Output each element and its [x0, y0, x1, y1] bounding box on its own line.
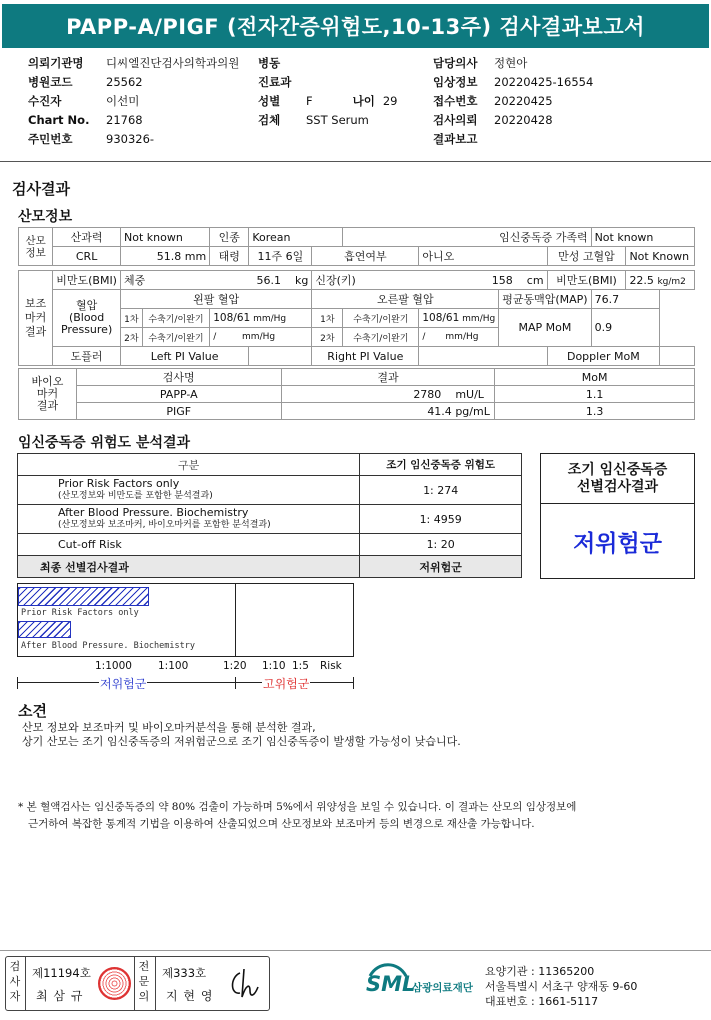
bio-mom: 1.1 — [495, 386, 695, 403]
hospital-code-label: 병원코드 — [28, 75, 73, 89]
map-value: 76.7 — [591, 290, 660, 309]
bio-value: 41.4 — [427, 404, 452, 418]
graph-cutoff-line — [235, 583, 236, 657]
footer-divider — [0, 950, 711, 951]
table-row — [18, 505, 522, 534]
table-row — [19, 386, 695, 403]
smoking-label: 흡연여부 — [312, 247, 419, 266]
risk-col-risk: 조기 임신중독증 위험도 — [360, 454, 522, 476]
weight-label: 체중 — [120, 271, 209, 290]
left-bp-1: 108/61 — [213, 312, 251, 324]
approver-no: 제333호 — [162, 966, 207, 980]
height-label: 신장(키) — [312, 271, 362, 290]
header-info — [28, 54, 708, 154]
bio-col-mom: MoM — [495, 369, 695, 386]
divider — [0, 161, 711, 162]
report-date-label: 결과보고 — [433, 132, 478, 146]
report-title: PAPP-A/PIGF (전자간증위험도,10-13주) 검사결과보고서 — [2, 4, 709, 48]
request-date-value: 20220425 — [494, 94, 553, 108]
examiner-name: 최 삼 규 — [36, 989, 84, 1003]
low-risk-label: 저위험군 — [100, 677, 147, 691]
ga-value: 11주 6일 — [249, 247, 312, 266]
after-bp-bar — [18, 621, 71, 638]
right-pi-value — [419, 347, 547, 366]
doctor-label: 담당의사 — [433, 56, 478, 70]
tick-label: Risk — [320, 660, 342, 672]
examiner-no: 제11194호 — [32, 966, 91, 980]
left-pi-label: Left PI Value — [120, 347, 248, 366]
left-pi-value — [249, 347, 312, 366]
marker-group-label: 보조 마커 결과 — [19, 271, 53, 366]
bio-group-label: 바이오 마커 결과 — [19, 369, 77, 420]
maternal-title: 산모정보 — [18, 209, 73, 225]
right-bp-2: / — [422, 332, 426, 342]
age-label: 나이 — [352, 94, 375, 108]
institution-value: 디씨엘진단검사의학과의원 — [106, 56, 240, 70]
id-value: 930326- — [106, 132, 155, 146]
left-bp-label: 왼팔 혈압 — [120, 290, 311, 309]
chart-label: Chart No. — [28, 113, 90, 127]
accession-value: 20220425-16554 — [494, 75, 594, 89]
ward-label: 병동 — [258, 56, 281, 70]
result-box — [540, 453, 695, 579]
specimen-value: SST Serum — [306, 113, 369, 127]
disclaimer-2: 근거하여 복잡한 통계적 기법을 이용하여 산출되었으며 산모정보와 보조마커 등의 변경으로 재산출 가능합니다. — [28, 818, 535, 830]
bio-col-result: 결과 — [281, 369, 495, 386]
risk-row-value: 1: 4959 — [360, 505, 522, 534]
tick-label: 1:100 — [158, 660, 189, 672]
maternal-group-label: 산모 정보 — [19, 228, 53, 266]
bmi-label-2: 비만도(BMI) — [547, 271, 626, 290]
risk-col-category: 구분 — [18, 454, 360, 476]
high-risk-range — [236, 675, 354, 690]
map-mom-label: MAP MoM — [499, 309, 591, 347]
doctor-value: 정현아 — [494, 56, 528, 70]
weight-unit: kg — [294, 273, 309, 287]
risk-table — [17, 453, 522, 578]
hospital-code-value: 25562 — [106, 75, 143, 89]
family-label: 임신중독증 가족력 — [343, 228, 591, 247]
tick-label: 1:5 — [292, 660, 309, 672]
history-value: Not known — [120, 228, 209, 247]
clinical-label: 임상정보 — [433, 75, 478, 89]
right-first-label: 1차 — [312, 309, 343, 328]
bio-value: 2780 — [413, 387, 442, 401]
examiner-seal — [98, 967, 131, 1000]
left-unit-1: mm/Hg — [253, 314, 287, 324]
crl-value: 51.8 — [156, 249, 182, 263]
receiver-value: 이선미 — [106, 94, 140, 108]
ga-label: 태령 — [210, 247, 249, 266]
section-results-title: 검사결과 — [12, 180, 70, 198]
bmi-label: 비만도(BMI) — [53, 271, 121, 290]
table-row — [19, 403, 695, 420]
accession-label: 접수번호 — [433, 94, 478, 108]
prior-risk-bar — [18, 587, 149, 606]
tick-label: 1:10 — [262, 660, 286, 672]
org-address: 서울특별시 서초구 양재동 9-60 — [485, 980, 638, 993]
doppler-mom-label: Doppler MoM — [547, 347, 660, 366]
maternal-table — [18, 227, 695, 366]
high-risk-label: 고위험군 — [263, 677, 310, 691]
crl-unit: mm — [184, 249, 207, 263]
bmi-value: 22.5 — [629, 273, 654, 287]
prior-risk-bar-label: Prior Risk Factors only — [21, 608, 139, 618]
bio-name: PIGF — [76, 403, 281, 420]
bio-col-name: 검사명 — [76, 369, 281, 386]
sex-value: F — [306, 94, 313, 108]
approver-label: 전 문 의 — [138, 960, 150, 1003]
specimen-label: 검체 — [258, 113, 281, 127]
doppler-mom-value — [660, 347, 695, 366]
map-label: 평균동맥압(MAP) — [499, 290, 591, 309]
request-date-label: 검사의뢰 — [433, 113, 478, 127]
right-sd-label-2: 수축기/이완기 — [343, 328, 419, 347]
risk-row-value: 1: 20 — [360, 534, 522, 556]
map-mom-value: 0.9 — [591, 309, 660, 347]
risk-row-label: After Blood Pressure. Biochemistry — [58, 506, 249, 519]
right-unit-2: mm/Hg — [445, 332, 479, 342]
right-unit-1: mm/Hg — [462, 314, 496, 324]
signature-box — [5, 956, 270, 1011]
final-label: 최종 선별검사결과 — [18, 556, 360, 578]
org-code: 요양기관 : 11365200 — [485, 965, 595, 978]
bio-unit: mU/L — [455, 387, 484, 401]
logo-text: SML — [366, 972, 416, 996]
htn-label: 만성 고혈압 — [547, 247, 626, 266]
right-second-label: 2차 — [312, 328, 343, 347]
table-row — [18, 534, 522, 556]
left-second-label: 2차 — [120, 328, 142, 347]
tick-label: 1:1000 — [95, 660, 132, 672]
risk-row-label: Prior Risk Factors only — [58, 477, 180, 490]
height-value: 158 — [491, 273, 513, 287]
approver-name: 지 현 영 — [166, 989, 214, 1003]
result-box-title: 조기 임신중독증 선별검사결과 — [541, 454, 694, 504]
after-bp-bar-label: After Blood Pressure. Biochemistry — [21, 641, 195, 651]
report-date-value: 20220428 — [494, 113, 553, 127]
sml-logo — [366, 963, 486, 1003]
risk-graph — [17, 583, 357, 693]
receiver-label: 수진자 — [28, 94, 62, 108]
examiner-label: 검 사 자 — [9, 960, 21, 1003]
right-sd-label: 수축기/이완기 — [343, 309, 419, 328]
result-box-value: 저위험군 — [573, 530, 662, 557]
sex-label: 성별 — [258, 94, 281, 108]
bio-mom: 1.3 — [495, 403, 695, 420]
opinion-title: 소견 — [18, 702, 47, 720]
left-sd-label: 수축기/이완기 — [142, 309, 210, 328]
left-sd-label-2: 수축기/이완기 — [142, 328, 210, 347]
bmi-unit: kg/m2 — [657, 276, 686, 287]
smoking-value: 아니오 — [419, 247, 547, 266]
disclaimer-1: * 본 혈액검사는 임신중독증의 약 80% 검출이 가능하며 5%에서 위양성을 보일 수 있습니다. 이 결과는 산모의 임상정보에 — [18, 801, 577, 813]
weight-value: 56.1 — [256, 273, 281, 287]
opinion-text-1: 산모 정보와 보조마커 및 바이오마커분석을 통해 분석한 결과, — [22, 721, 316, 734]
right-pi-label: Right PI Value — [312, 347, 419, 366]
height-unit: cm — [526, 273, 544, 287]
risk-row-value: 1: 274 — [360, 476, 522, 505]
race-label: 인종 — [210, 228, 249, 247]
org-info — [485, 964, 637, 1009]
bio-name: PAPP-A — [76, 386, 281, 403]
race-value: Korean — [249, 228, 343, 247]
left-bp-2: / — [213, 332, 217, 342]
doppler-label: 도플러 — [53, 347, 121, 366]
left-first-label: 1차 — [120, 309, 142, 328]
org-phone: 대표번호 : 1661-5117 — [485, 995, 599, 1008]
htn-value: Not Known — [626, 247, 695, 266]
tick-label: 1:20 — [223, 660, 247, 672]
right-bp-1: 108/61 — [422, 312, 460, 324]
right-bp-label: 오른팔 혈압 — [312, 290, 499, 309]
left-unit-2: mm/Hg — [242, 332, 276, 342]
chart-value: 21768 — [106, 113, 143, 127]
low-risk-range — [17, 675, 236, 690]
risk-title: 임신중독증 위험도 분석결과 — [18, 435, 191, 451]
opinion-text-2: 상기 산모는 조기 임신중독증의 저위험군으로 조기 임신중독증이 발생할 가능성이 낮습니다. — [22, 735, 461, 748]
dept-label: 진료과 — [258, 75, 292, 89]
risk-row-sub: (산모정보와 보조마커, 바이오마커를 포함한 분석결과) — [58, 520, 271, 530]
table-row — [18, 476, 522, 505]
age-value: 29 — [382, 94, 398, 108]
bp-label: 혈압 (Blood Pressure) — [53, 290, 121, 347]
final-value: 저위험군 — [360, 556, 522, 578]
risk-row-sub: (산모정보와 비만도를 포함한 분석결과) — [58, 491, 213, 501]
risk-row-label: Cut-off Risk — [18, 534, 360, 556]
institution-label: 의뢰기관명 — [28, 56, 84, 70]
logo-subtitle: 삼광의료재단 — [412, 982, 473, 994]
id-label: 주민번호 — [28, 132, 73, 146]
signature-icon — [226, 967, 262, 1001]
graph-ticks — [17, 660, 357, 674]
biomarker-table — [18, 368, 695, 420]
family-value: Not known — [591, 228, 694, 247]
crl-label: CRL — [53, 247, 121, 266]
history-label: 산과력 — [53, 228, 121, 247]
bio-unit: pg/mL — [455, 404, 490, 418]
